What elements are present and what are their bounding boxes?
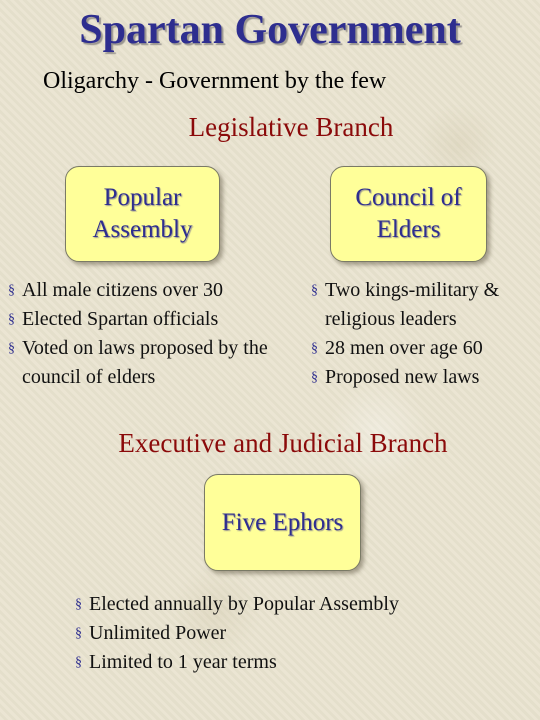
legislative-branch-heading: Legislative Branch [188,112,394,142]
council-of-elders-box [330,166,487,262]
list-item: § 28 men over age 60 [311,334,536,363]
bullet-icon: § [8,283,15,298]
council-of-elders-label-line2: Elders [376,216,441,243]
executive-judicial-branch-heading: Executive and Judicial Branch [118,428,448,458]
popular-assembly-label-line1: Popular [103,184,182,211]
list-item: § Unlimited Power [75,619,515,648]
popular-assembly-box [65,166,220,262]
list-item: § Voted on laws proposed by the council of elders [8,334,288,392]
five-ephors-label: Five Ephors [221,508,344,536]
bullet-icon: § [8,312,15,327]
list-item: § Two kings-military & religious leaders [311,276,536,334]
bullet-icon: § [311,283,318,298]
five-ephors-list [75,590,515,677]
bullet-icon: § [75,597,82,612]
list-item: § Elected annually by Popular Assembly [75,590,515,619]
bullet-icon: § [311,341,318,356]
popular-assembly-list [8,276,288,392]
bullet-icon: § [75,655,82,670]
list-item: § All male citizens over 30 [8,276,288,305]
bullet-icon: § [8,341,15,356]
page-subtitle: Oligarchy - Government by the few [43,68,387,94]
list-item: § Limited to 1 year terms [75,648,515,677]
bullet-icon: § [311,370,318,385]
five-ephors-box [204,474,361,571]
bullet-icon: § [75,626,82,641]
list-item: § Proposed new laws [311,363,536,392]
popular-assembly-label-line2: Assembly [92,216,193,243]
page-title: Spartan Government [79,7,461,53]
list-item: § Elected Spartan officials [8,305,288,334]
council-of-elders-list [311,276,536,392]
council-of-elders-label-line1: Council of [355,184,462,211]
